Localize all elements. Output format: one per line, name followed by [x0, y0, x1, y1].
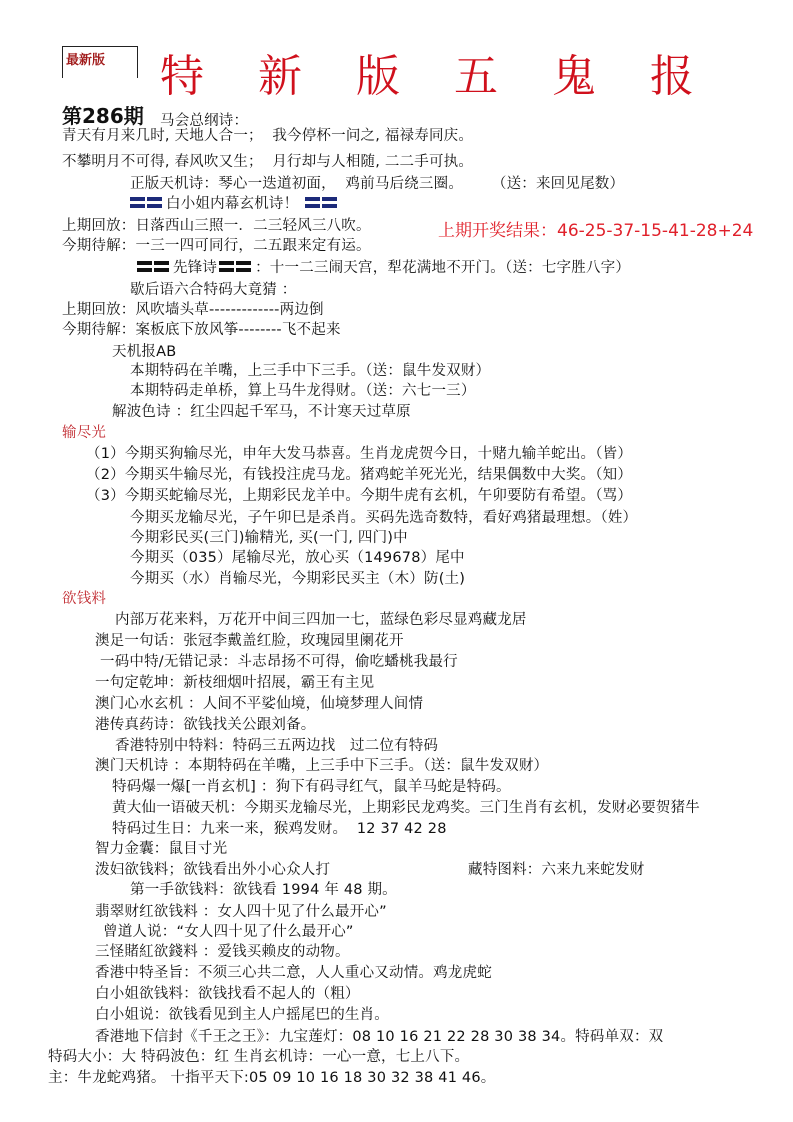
tianji-title: 天机报AB — [112, 344, 177, 360]
list-item: （3）今期买蛇输尽光，上期彩民龙羊中。今期牛虎有玄机，午卯要防有希望。（骂） — [86, 488, 633, 504]
riddle-line: 今期待解：案板底下放风筝--------飞不起来 — [62, 322, 341, 338]
list-item: 泼妇欲钱料；欲钱看出外小心众人打 — [95, 862, 331, 878]
list-item: 今期买（水）肖输尽光，今期彩民买主（木）防(土) — [130, 571, 466, 587]
list-item: 曾道人说：“女人四十见了什么最开心” — [103, 924, 354, 940]
list-item: 澳足一句话：张冠李戴盖红脸，玫瑰园里阑花开 — [95, 633, 404, 649]
list-item: 特码大小：大 特码波色：红 生肖玄机诗：一心一意，七上八下。 — [48, 1049, 470, 1065]
poem-line: 青天有月来几时, 天地人合一； 我今停杯一问之, 福禄寿同庆。 — [62, 128, 474, 144]
poem-line — [128, 195, 341, 213]
poem-line: 上期回放：日落西山三照一．二三轻风三八吹。 — [62, 218, 371, 234]
last-draw-result: 上期开奖结果：46-25-37-15-41-28+24 — [438, 221, 754, 241]
double-bar-icon — [219, 259, 253, 277]
page-title: 特 新 版 五 鬼 报 — [160, 51, 714, 102]
list-item: 澳门天机诗 ：本期特码在羊嘴，上三手中下三手。（送：鼠牛发双财） — [95, 758, 549, 774]
poem-line: 正版天机诗：琴心一迭道初面， 鸡前马后绕三圈。 （送：来回见尾数） — [130, 176, 625, 192]
double-bar-icon — [137, 259, 171, 277]
poem-line: 今期待解：一三一四可同行，二五跟来定有运。 — [62, 238, 371, 254]
list-item: 内部万花来料，万花开中间三四加一七，蓝绿色彩尽显鸡藏龙居 — [115, 612, 527, 628]
section-heading-yuqianliao: 欲钱料 — [62, 591, 107, 607]
list-item: 特码爆一爆[一肖玄机] ：狗下有码寻红气，鼠羊马蛇是特码。 — [112, 779, 511, 795]
list-item: （1）今期买狗输尽光，申年大发马恭喜。生肖龙虎贺今日，十赌九输羊蛇出。（皆） — [86, 446, 633, 462]
tianji-line: 本期特码走单桥，算上马牛龙得财。（送：六七一三） — [130, 383, 476, 399]
list-item: 港传真药诗：欲钱找关公跟刘备。 — [95, 717, 316, 733]
list-item: 智力金囊：鼠目寸光 — [95, 841, 228, 857]
list-item: 藏特图料：六来九来蛇发财 — [468, 862, 645, 878]
list-item: 主：牛龙蛇鸡猪。 十指平天下:05 09 10 16 18 30 32 38 41 46。 — [48, 1070, 496, 1086]
double-bar-icon — [130, 195, 164, 213]
list-item: 香港地下信封《千王之王》：九宝莲灯：08 10 16 21 22 28 30 38 34。特码单双：双 — [95, 1029, 664, 1045]
poem-text: ：十一二三闹天宫，犁花满地不开门。（送：七字胜八字） — [255, 260, 631, 276]
riddle-line: 上期回放：风吹墙头草-------------两边倒 — [62, 302, 324, 318]
list-item: 三怪賭紅欲錢料 ：爱钱买赖皮的动物。 — [95, 944, 350, 960]
poem-line: 不攀明月不可得, 春风吹又生； 月行却与人相随, 二二手可执。 — [62, 154, 474, 170]
riddle-title: 歇后语六合特码大竟猜 ： — [130, 282, 297, 298]
list-item: 翡翠财红欲钱料 ：女人四十见了什么最开心” — [95, 904, 387, 920]
list-item: 今期买龙输尽光，子午卯巳是杀肖。买码先选奇数特，看好鸡猪最理想。（姓） — [130, 510, 638, 526]
list-item: （2）今期买牛输尽光，有钱投注虎马龙。猪鸡蛇羊死光光，结果偶数中大奖。（知） — [86, 467, 633, 483]
list-item: 黄大仙一语破天机：今期买龙输尽光，上期彩民龙鸡奖。三门生肖有玄机，发财必要贺猪牛 — [112, 800, 700, 816]
list-item: 香港中特圣旨：不须三心共二意，人人重心又动情。鸡龙虎蛇 — [95, 965, 492, 981]
list-item: 今期彩民买(三门)输精光, 买(一门, 四门)中 — [130, 530, 408, 546]
section-subtitle: 马会总纲诗： — [160, 113, 249, 129]
issue-number: 第286期 — [62, 104, 144, 128]
list-item: 白小姐欲钱料：欲钱找看不起人的（粗） — [95, 986, 360, 1002]
poem-line — [135, 259, 630, 277]
list-item: 香港特别中特料：特码三五两边找 过二位有特码 — [115, 738, 439, 754]
list-item: 第一手欲钱料：欲钱看 1994 年 48 期。 — [130, 882, 397, 898]
double-bar-icon — [305, 195, 339, 213]
list-item: 一句定乾坤：新枝细烟叶招展，霸王有主见 — [95, 675, 375, 691]
poem-text: 先锋诗 — [173, 260, 218, 276]
tianji-line: 本期特码在羊嘴，上三手中下三手。（送：鼠牛发双财） — [130, 363, 491, 379]
tianji-line: 解波色诗 ：红尘四起千军马，不计寒天过草原 — [112, 404, 411, 420]
badge-label: 最新版 — [66, 53, 106, 68]
section-heading-shujinguang: 输尽光 — [62, 425, 107, 441]
list-item: 澳门心水玄机 ：人间不平娑仙境，仙境梦理人间情 — [95, 696, 424, 712]
list-item: 今期买（035）尾输尽光，放心买（149678）尾中 — [130, 550, 465, 566]
list-item: 特码过生日：九来一来，猴鸡发财。 12 37 42 28 — [112, 821, 447, 837]
poem-text: 白小姐内幕玄机诗！ — [166, 196, 299, 212]
list-item: 一码中特/无错记录：斗志昂扬不可得，偷吃蟠桃我最行 — [100, 654, 458, 670]
latest-edition-badge — [62, 46, 138, 78]
list-item: 白小姐说：欲钱看见到主人户摇尾巴的生肖。 — [95, 1007, 389, 1023]
